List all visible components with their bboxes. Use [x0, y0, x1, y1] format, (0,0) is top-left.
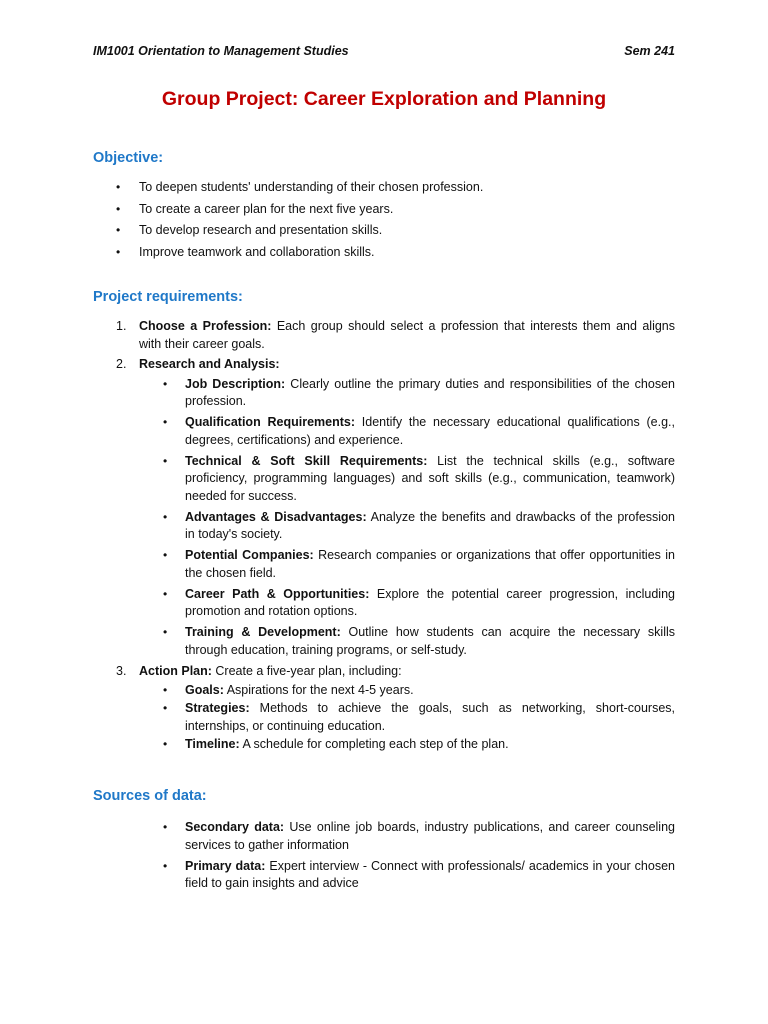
bullet-icon: •	[116, 180, 121, 194]
requirement-item: 3. Action Plan: Create a five-year plan, including: • Goals: Aspirations for the next 4-5 years. • Strategies: Methods to achieve the goals, such as networking, short-courses, internships, or continuing education. • Timeline: A schedule for completing each step of the plan.	[93, 663, 675, 754]
objective-item: • To develop research and presentation skills.	[93, 220, 675, 242]
sub-item: • Technical & Soft Skill Requirements: List the technical skills (e.g., software proficiency, programming languages) and soft skills (e.g., communication, teamwork) needed for success.	[163, 453, 675, 503]
bullet-icon: •	[163, 453, 168, 468]
objective-item: • To deepen students' understanding of their chosen profession.	[93, 177, 675, 199]
objective-item: • To create a career plan for the next five years.	[93, 199, 675, 221]
requirements-list	[93, 318, 675, 754]
bullet-icon: •	[163, 509, 168, 524]
sources-heading: Sources of data:	[93, 788, 207, 804]
bullet-icon: •	[163, 415, 168, 429]
document-title: Group Project: Career Exploration and Planning	[161, 88, 607, 110]
bullet-icon: •	[163, 858, 168, 873]
sub-item: • Strategies: Methods to achieve the goals, such as networking, short-courses, internships, or continuing education.	[163, 701, 675, 733]
bullet-icon: •	[116, 223, 121, 237]
bullet-icon: •	[163, 586, 168, 601]
sub-item: • Advantages & Disadvantages: Analyze the benefits and drawbacks of the profession in today's society.	[163, 509, 675, 541]
requirements-heading: Project requirements:	[93, 289, 243, 305]
action-plan-sublist	[139, 682, 675, 753]
objective-item: • Improve teamwork and collaboration skills.	[93, 242, 675, 264]
bullet-icon: •	[116, 244, 121, 259]
bullet-icon: •	[163, 820, 168, 834]
sub-item: • Job Description: Clearly outline the primary duties and responsibilities of the chosen profession.	[163, 376, 675, 408]
semester-label: Sem 241	[624, 44, 675, 58]
bullet-icon: •	[163, 683, 168, 697]
sources-list	[93, 817, 675, 896]
sub-item: • Timeline: A schedule for completing each step of the plan.	[93, 736, 675, 754]
requirement-item: 1. Choose a Profession: Each group should select a profession that interests them and aligns with their career goals.	[116, 319, 676, 351]
sub-item: • Training & Development: Outline how students can acquire the necessary skills through education, training programs, or self-study.	[163, 625, 675, 657]
sub-item: • Career Path & Opportunities: Explore the potential career progression, including promotion and rotation options.	[163, 586, 675, 618]
sub-item: • Primary data: Expert interview - Connect with professionals/ academics in your chosen field to gain insights and advice	[163, 858, 675, 890]
bullet-icon: •	[163, 736, 168, 751]
objective-list	[93, 177, 675, 263]
page-header	[93, 44, 675, 58]
objective-heading: Objective:	[93, 150, 164, 166]
research-sublist	[139, 376, 675, 660]
sub-item: • Qualification Requirements: Identify the necessary educational qualifications (e.g., degrees, certifications) and experience.	[163, 415, 675, 447]
sub-item: • Secondary data: Use online job boards, industry publications, and career counseling services to gather information	[163, 820, 675, 852]
bullet-icon: •	[163, 701, 168, 715]
requirement-item: 2. Research and Analysis: • Job Description: Clearly outline the primary duties and responsibilities of the chosen profession. • Qualification Requirements: Identify the necessary educational qualifications (e.g., degrees, certifications) and experience. • Technical & Soft Skill Requirements: List the technical skills (e.g., software proficiency, programming languages) and soft skills (e.g., communication, teamwork) needed for success. • Advantages & Disadvantages: Analyze the benefits and drawbacks of the profession in today's society. • Potential Companies: Research companies or organizations that offer opportunities in the chosen field. • Career Path & Opportunities: Explore the potential career progression, including promotion and rotation options. • Training & Development: Outline how students can acquire the necessary skills through education, training programs, or self-study.	[93, 356, 675, 659]
bullet-icon: •	[116, 201, 121, 216]
bullet-icon: •	[163, 625, 168, 639]
sub-item: • Goals: Aspirations for the next 4-5 years.	[93, 682, 675, 700]
bullet-icon: •	[163, 376, 168, 391]
bullet-icon: •	[163, 548, 168, 562]
course-title: IM1001 Orientation to Management Studies	[93, 44, 349, 58]
sub-item: • Potential Companies: Research companies or organizations that offer opportunities in the chosen field.	[163, 548, 676, 580]
